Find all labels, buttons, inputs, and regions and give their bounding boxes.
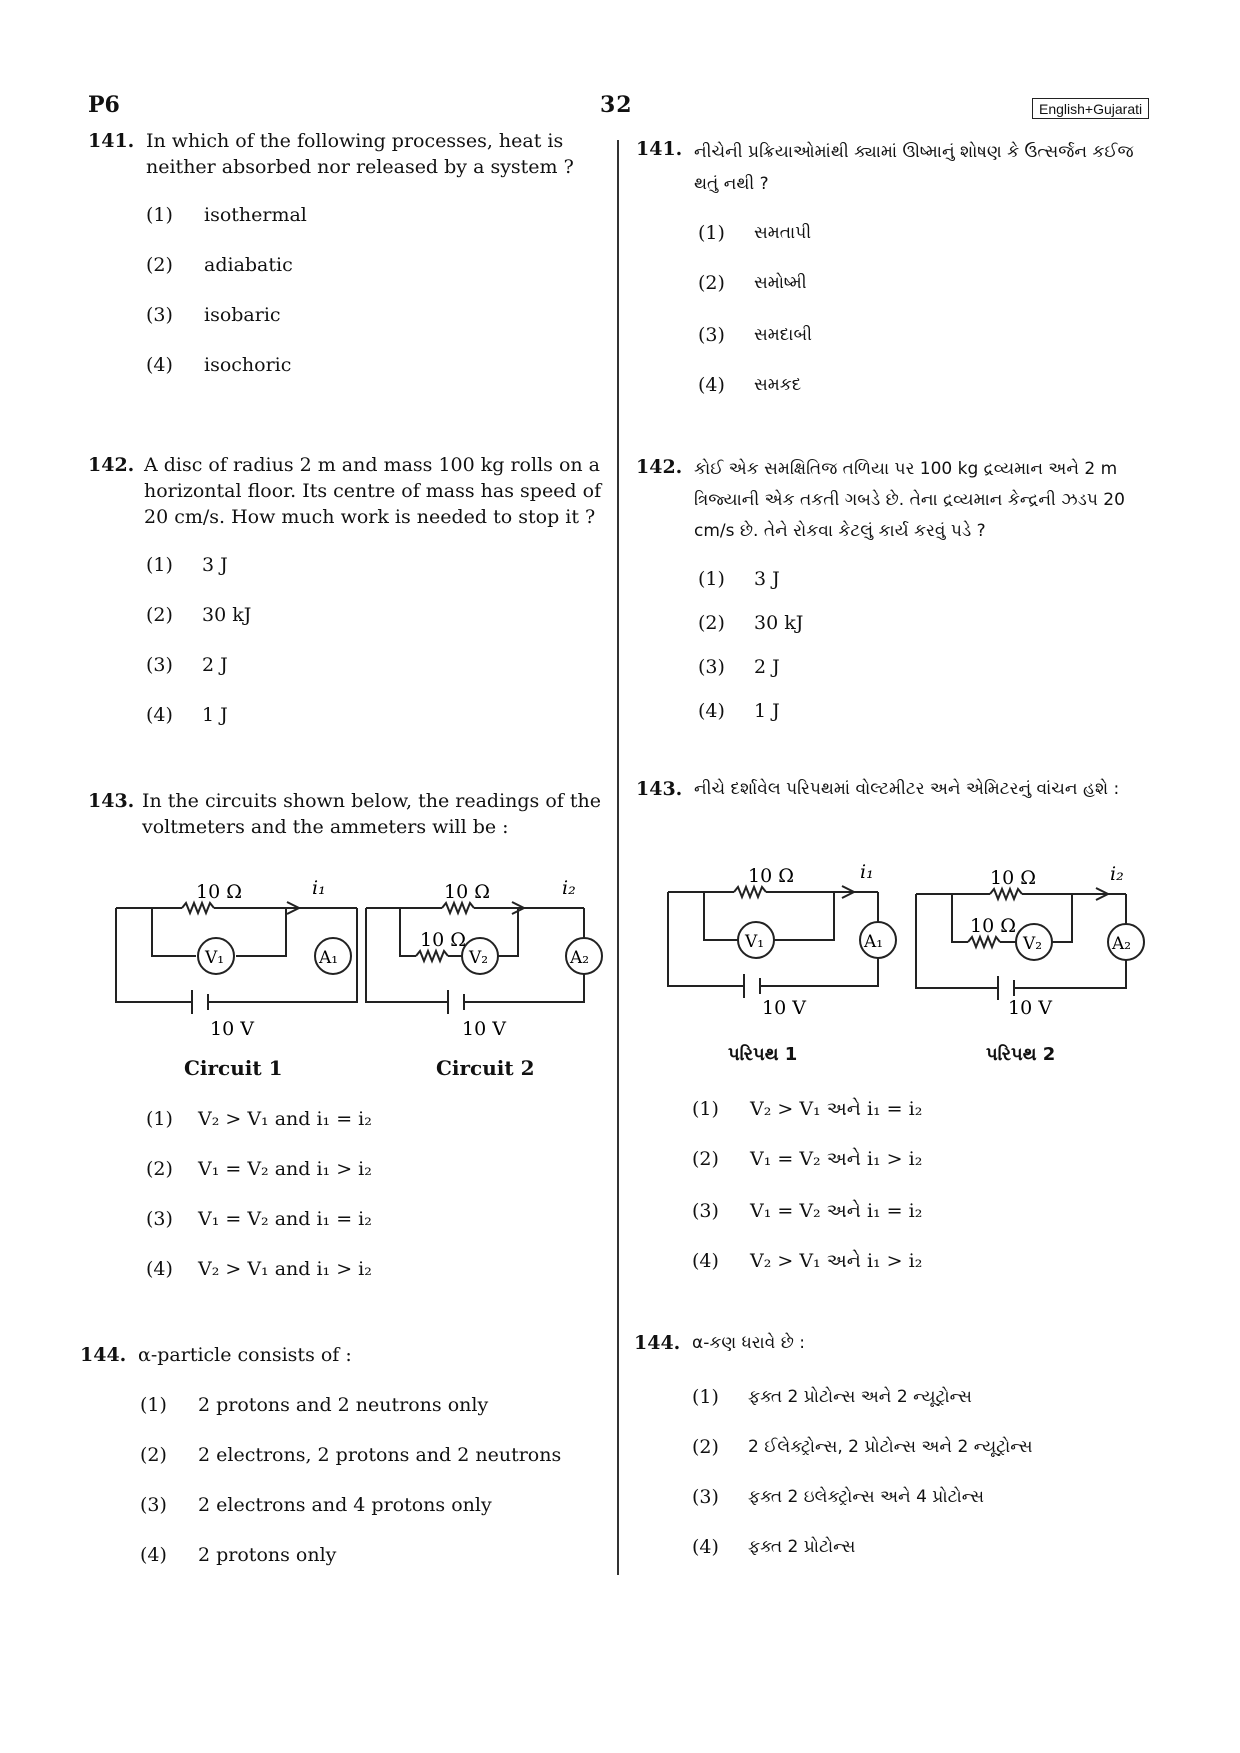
column-divider	[617, 140, 619, 1575]
question-stem: કોઈ એક સમક્ષિતિજ તળિયા પર 100 kg દ્રવ્યમાન અને 2 m ત્રિજ્યાની એક તકતી ગબડે છે. તેના દ્રવ્યમાન કેન્દ્રની ઝડપ 20 cm/s છે. તેને રોકવા કેટલું કાર્ય કરવું પડે ?	[694, 459, 1125, 541]
ammeter-label: A₁	[319, 948, 339, 968]
resistor-label: 10 Ω	[420, 929, 466, 951]
question-number: 143.	[636, 778, 683, 800]
voltmeter-label: V₂	[469, 948, 489, 968]
language-badge: English+Gujarati	[1032, 98, 1149, 119]
circuit-2-gu	[912, 863, 1162, 1026]
ammeter-label: A₂	[1112, 934, 1132, 954]
current-label: i₁	[860, 861, 874, 883]
question-number: 144.	[634, 1332, 681, 1354]
voltmeter-label: V₂	[1023, 934, 1043, 954]
question-stem: A disc of radius 2 m and mass 100 kg rolls on a horizontal floor. Its centre of mass has speed of 20 cm/s. How much work is needed to stop it ?	[144, 454, 602, 528]
question-number: 144.	[80, 1344, 127, 1366]
battery-label: 10 V	[462, 1018, 506, 1040]
question-number: 142.	[88, 454, 135, 476]
ammeter-label: A₁	[864, 932, 884, 952]
question-stem: In which of the following processes, heat is neither absorbed nor released by a system ?	[146, 130, 574, 178]
current-label: i₁	[312, 877, 326, 899]
paper-code: P6	[88, 92, 120, 118]
battery-label: 10 V	[210, 1018, 254, 1040]
resistor-label: 10 Ω	[444, 881, 490, 903]
circuit-1-en	[112, 877, 362, 1040]
resistor-label: 10 Ω	[990, 867, 1036, 889]
voltmeter-label: V₁	[205, 948, 225, 968]
voltmeter-label: V₁	[745, 932, 765, 952]
question-stem: નીચેની પ્રક્રિયાઓમાંથી ક્યામાં ઊષ્માનું શોષણ કે ઉત્સર્જન કઈજ થતું નથી ?	[694, 142, 1134, 194]
question-number: 143.	[88, 790, 135, 812]
circuit-1-caption: પરિપથ 1	[728, 1044, 798, 1065]
resistor-label: 10 Ω	[196, 881, 242, 903]
circuit-1-gu	[664, 861, 914, 1024]
current-label: i₂	[562, 877, 576, 899]
question-stem: α-particle consists of :	[138, 1344, 352, 1366]
question-stem: α-કણ ધરાવે છે :	[692, 1333, 805, 1353]
question-stem: નીચે દર્શાવેલ પરિપથમાં વોલ્ટમીટર અને એમિટરનું વાંચન હશે :	[694, 779, 1120, 799]
resistor-label: 10 Ω	[748, 865, 794, 887]
question-number: 142.	[636, 456, 683, 478]
circuit-1-caption: Circuit 1	[184, 1056, 283, 1080]
ammeter-label: A₂	[570, 948, 590, 968]
battery-label: 10 V	[762, 997, 806, 1019]
question-stem: In the circuits shown below, the readings of the voltmeters and the ammeters will be :	[142, 790, 601, 838]
page-number: 32	[600, 92, 633, 118]
question-number: 141.	[636, 138, 683, 160]
battery-label: 10 V	[1008, 997, 1052, 1019]
circuit-2-en	[362, 877, 612, 1040]
resistor-label: 10 Ω	[970, 915, 1016, 937]
circuit-2-caption: Circuit 2	[436, 1056, 535, 1080]
current-label: i₂	[1110, 863, 1124, 885]
question-number: 141.	[88, 130, 135, 152]
circuit-2-caption: પરિપથ 2	[986, 1044, 1056, 1065]
